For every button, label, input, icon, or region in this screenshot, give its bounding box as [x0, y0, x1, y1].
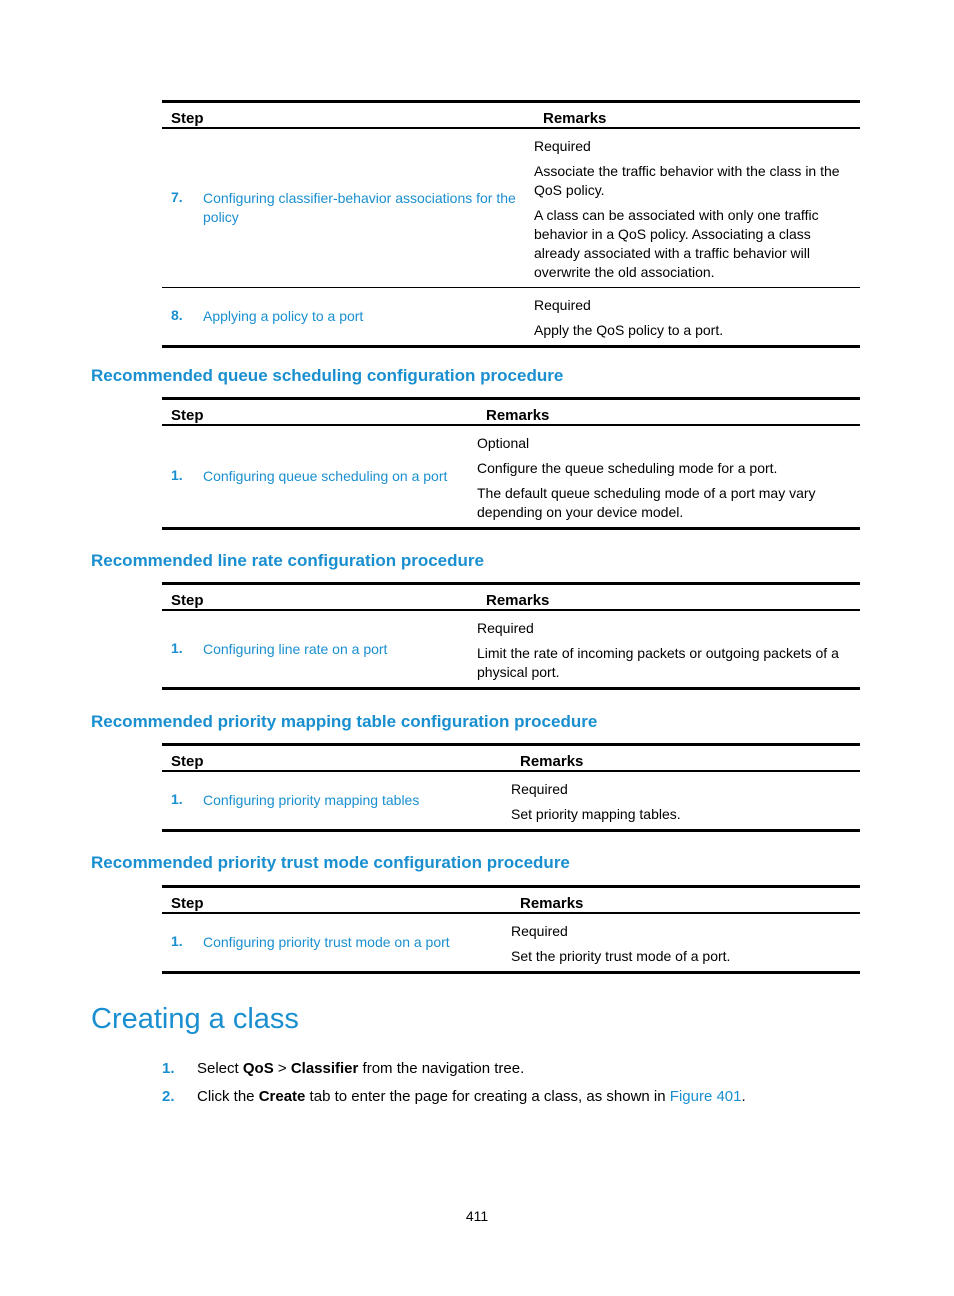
- remark-text: Set the priority trust mode of a port.: [511, 948, 731, 964]
- step-link[interactable]: Configuring queue scheduling on a port: [203, 468, 448, 484]
- priority-mapping-table: [162, 743, 860, 832]
- remark-text: Configure the queue scheduling mode for a port.: [477, 460, 778, 476]
- remark-text: A class can be associated with only one traffic behavior in a QoS policy. Associating a class already associated with a traffic behavior will overwrite the old association.: [534, 207, 819, 280]
- procedure-step-number: 2.: [162, 1088, 175, 1105]
- procedure-text: tab to enter the page for creating a class, as shown in: [305, 1088, 670, 1105]
- section-title: Creating a class: [91, 1003, 299, 1035]
- table-row: [162, 425, 860, 529]
- line-rate-table: [162, 582, 860, 690]
- step-link[interactable]: Configuring classifier-behavior associations for the policy: [203, 190, 516, 225]
- remark-text: Optional: [477, 435, 530, 451]
- remark-text: Required: [511, 923, 568, 939]
- remark-text: Required: [511, 781, 568, 797]
- menu-item-classifier: Classifier: [290, 1060, 359, 1077]
- figure-link[interactable]: Figure 401: [669, 1088, 742, 1105]
- step-link[interactable]: Applying a policy to a port: [203, 308, 364, 324]
- remark-text: Apply the QoS policy to a port.: [534, 322, 724, 338]
- procedure-step-number: 1.: [162, 1060, 175, 1077]
- priority-trust-heading: Recommended priority trust mode configuration procedure: [91, 853, 570, 872]
- remarks-header: Remarks: [486, 407, 550, 424]
- remark-text: Limit the rate of incoming packets or outgoing packets of a physical port.: [477, 645, 839, 680]
- line-rate-heading: Recommended line rate configuration procedure: [91, 551, 484, 570]
- queue-scheduling-heading: Recommended queue scheduling configuration procedure: [91, 366, 564, 385]
- procedure-text: Select: [197, 1060, 243, 1077]
- step-number: 1.: [171, 639, 183, 656]
- priority-trust-table: [162, 885, 860, 974]
- remarks-header: Remarks: [486, 592, 550, 609]
- procedure-text: >: [273, 1060, 291, 1077]
- step-header: Step: [171, 110, 204, 127]
- remark-text: Required: [534, 297, 591, 313]
- step-link[interactable]: Configuring line rate on a port: [203, 640, 388, 657]
- procedure-text: from the navigation tree.: [358, 1060, 525, 1077]
- procedure-step-2: [162, 1088, 746, 1105]
- step-number: 1.: [171, 791, 183, 807]
- remarks-header: Remarks: [520, 753, 584, 770]
- table-row: [162, 771, 860, 831]
- step-number: 7.: [171, 189, 183, 205]
- queue-scheduling-table: [162, 397, 860, 530]
- procedure-text: Click the: [197, 1088, 259, 1105]
- step-header: Step: [171, 592, 204, 609]
- page-number: 411: [465, 1208, 489, 1224]
- step-header: Step: [171, 895, 204, 912]
- procedure-step-1: [162, 1060, 524, 1077]
- step-number: 8.: [171, 307, 183, 323]
- step-number: 1.: [171, 467, 183, 483]
- qos-policy-steps-table: [162, 100, 860, 348]
- table-row: [162, 913, 860, 973]
- remark-text: Required: [534, 138, 591, 154]
- remarks-header: Remarks: [543, 110, 607, 127]
- create-tab-label: Create: [258, 1088, 306, 1105]
- remark-text: Required: [477, 620, 534, 636]
- priority-mapping-heading: Recommended priority mapping table configuration procedure: [91, 712, 598, 731]
- step-link[interactable]: Configuring priority mapping tables: [203, 792, 420, 808]
- table-row: [162, 288, 860, 347]
- step-header: Step: [171, 407, 204, 424]
- remark-text: Associate the traffic behavior with the class in the QoS policy.: [534, 163, 840, 198]
- menu-item-qos: QoS: [242, 1060, 274, 1077]
- procedure-text: .: [741, 1088, 746, 1105]
- remarks-header: Remarks: [520, 895, 584, 912]
- step-number: 1.: [171, 933, 183, 949]
- step-header: Step: [171, 753, 204, 770]
- remark-text: Set priority mapping tables.: [511, 806, 681, 822]
- table-row: [162, 610, 860, 689]
- step-link[interactable]: Configuring priority trust mode on a port: [203, 934, 450, 950]
- remark-text: The default queue scheduling mode of a port may vary depending on your device model.: [477, 485, 816, 520]
- table-row: [162, 128, 860, 288]
